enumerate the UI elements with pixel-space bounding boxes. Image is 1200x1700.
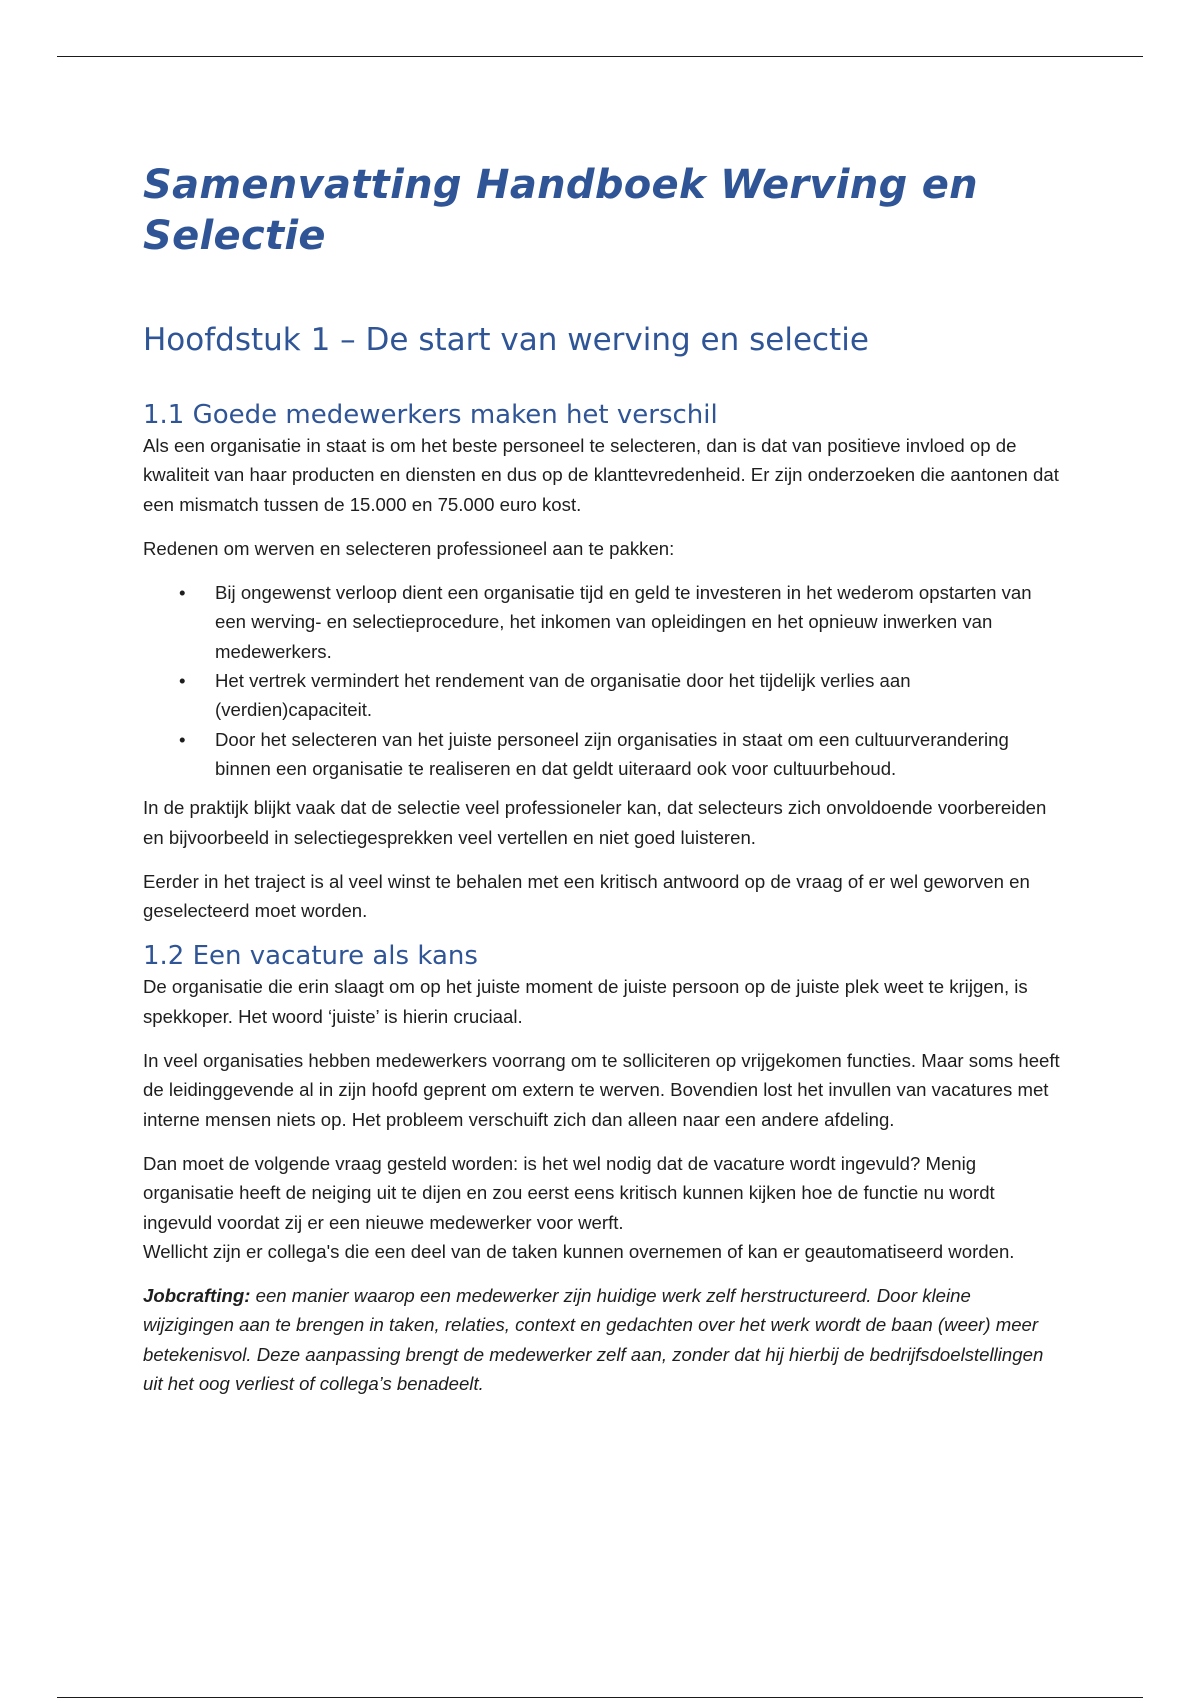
definition-jobcrafting bbox=[143, 1281, 1063, 1398]
paragraph-is-it-needed bbox=[143, 1149, 1063, 1266]
paragraph-is-it-needed-text: Dan moet de volgende vraag gesteld worden: is het wel nodig dat de vacature wordt ingevuld? Menig organisatie heeft de neiging uit te dijen en zou eerst eens kritisch kunnen kijken hoe de functie nu wordt ingevuld voordat zij er een nieuwe medewerker voor werft. bbox=[143, 1152, 995, 1233]
bullet-icon: • bbox=[179, 582, 186, 604]
paragraph-earlier: Eerder in het traject is al veel winst te behalen met een kritisch antwoord op de vraag of er wel geworven en geselecteerd moet worden. bbox=[143, 870, 1030, 922]
document-title: Samenvatting Handboek Werving en Selectie bbox=[143, 162, 978, 259]
chapter-heading: Hoofdstuk 1 – De start van werving en selectie bbox=[143, 322, 869, 358]
paragraph-internal-priority: In veel organisaties hebben medewerkers voorrang om te solliciteren op vrijgekomen functies. Maar soms heeft de leidinggevende al in zijn hoofd geprent om extern te werven. Bovendien lost het invullen van vacatures met interne mensen niets op. Het probleem verschuift zich dan alleen naar een andere afdeling. bbox=[143, 1050, 1060, 1130]
document-body bbox=[143, 160, 1063, 1413]
section-heading-1-2: 1.2 Een vacature als kans bbox=[143, 941, 478, 972]
section-heading-1-1: 1.1 Goede medewerkers maken het verschil bbox=[143, 400, 718, 430]
page-top-rule bbox=[57, 56, 1143, 57]
reasons-list bbox=[143, 578, 1063, 783]
list-item bbox=[179, 666, 1063, 725]
paragraph-colleagues-text: Wellicht zijn er collega's die een deel van de taken kunnen overnemen of kan er geautomatiseerd worden. bbox=[143, 1240, 1015, 1262]
list-item-text: Het vertrek vermindert het rendement van de organisatie door het tijdelijk verlies aan (verdien)capaciteit. bbox=[215, 670, 911, 721]
paragraph-practice: In de praktijk blijkt vaak dat de selectie veel professioneler kan, dat selecteurs zich onvoldoende voorbereiden en bijvoorbeeld in selectiegesprekken veel vertellen en niet goed luisteren. bbox=[143, 797, 1047, 848]
list-item-text: Bij ongewenst verloop dient een organisatie tijd en geld te investeren in het wederom opstarten van een werving- en selectieprocedure, het inkomen van opleidingen en het opnieuw inwerken van medewerkers. bbox=[215, 582, 1032, 662]
list-item-text: Door het selecteren van het juiste personeel zijn organisaties in staat om een cultuurverandering binnen een organisatie te realiseren en dat geldt uiteraard ook voor cultuurbehoud. bbox=[215, 728, 1009, 779]
bullet-icon: • bbox=[179, 728, 186, 750]
paragraph-reasons-lead: Redenen om werven en selecteren professioneel aan te pakken: bbox=[143, 537, 675, 559]
bullet-icon: • bbox=[179, 670, 186, 692]
page-bottom-rule bbox=[57, 1697, 1143, 1698]
definition-text: een manier waarop een medewerker zijn huidige werk zelf herstructureerd. Door kleine wijzigingen aan te brengen in taken, relaties, context en gedachten over het werk wordt de baan (weer) meer betekenisvol. Deze aanpassing brengt de medewerker zelf aan, zonder dat hij hierbij de bedrijfsdoelstellingen uit het oog verliest of collega’s benadeelt. bbox=[143, 1285, 1044, 1395]
list-item bbox=[179, 578, 1063, 666]
definition-term: Jobcrafting: bbox=[143, 1285, 251, 1307]
paragraph-right-person: De organisatie die erin slaagt om op het juiste moment de juiste persoon op de juiste plek weet te krijgen, is spekkoper. Het woord ‘juiste’ is hierin cruciaal. bbox=[143, 976, 1028, 1027]
list-item bbox=[179, 725, 1063, 784]
paragraph-intro: Als een organisatie in staat is om het beste personeel te selecteren, dan is dat van positieve invloed op de kwaliteit van haar producten en diensten en dus op de klanttevredenheid. Er zijn onderzoeken die aantonen dat een mismatch tussen de 15.000 en 75.000 euro kost. bbox=[143, 435, 1059, 515]
